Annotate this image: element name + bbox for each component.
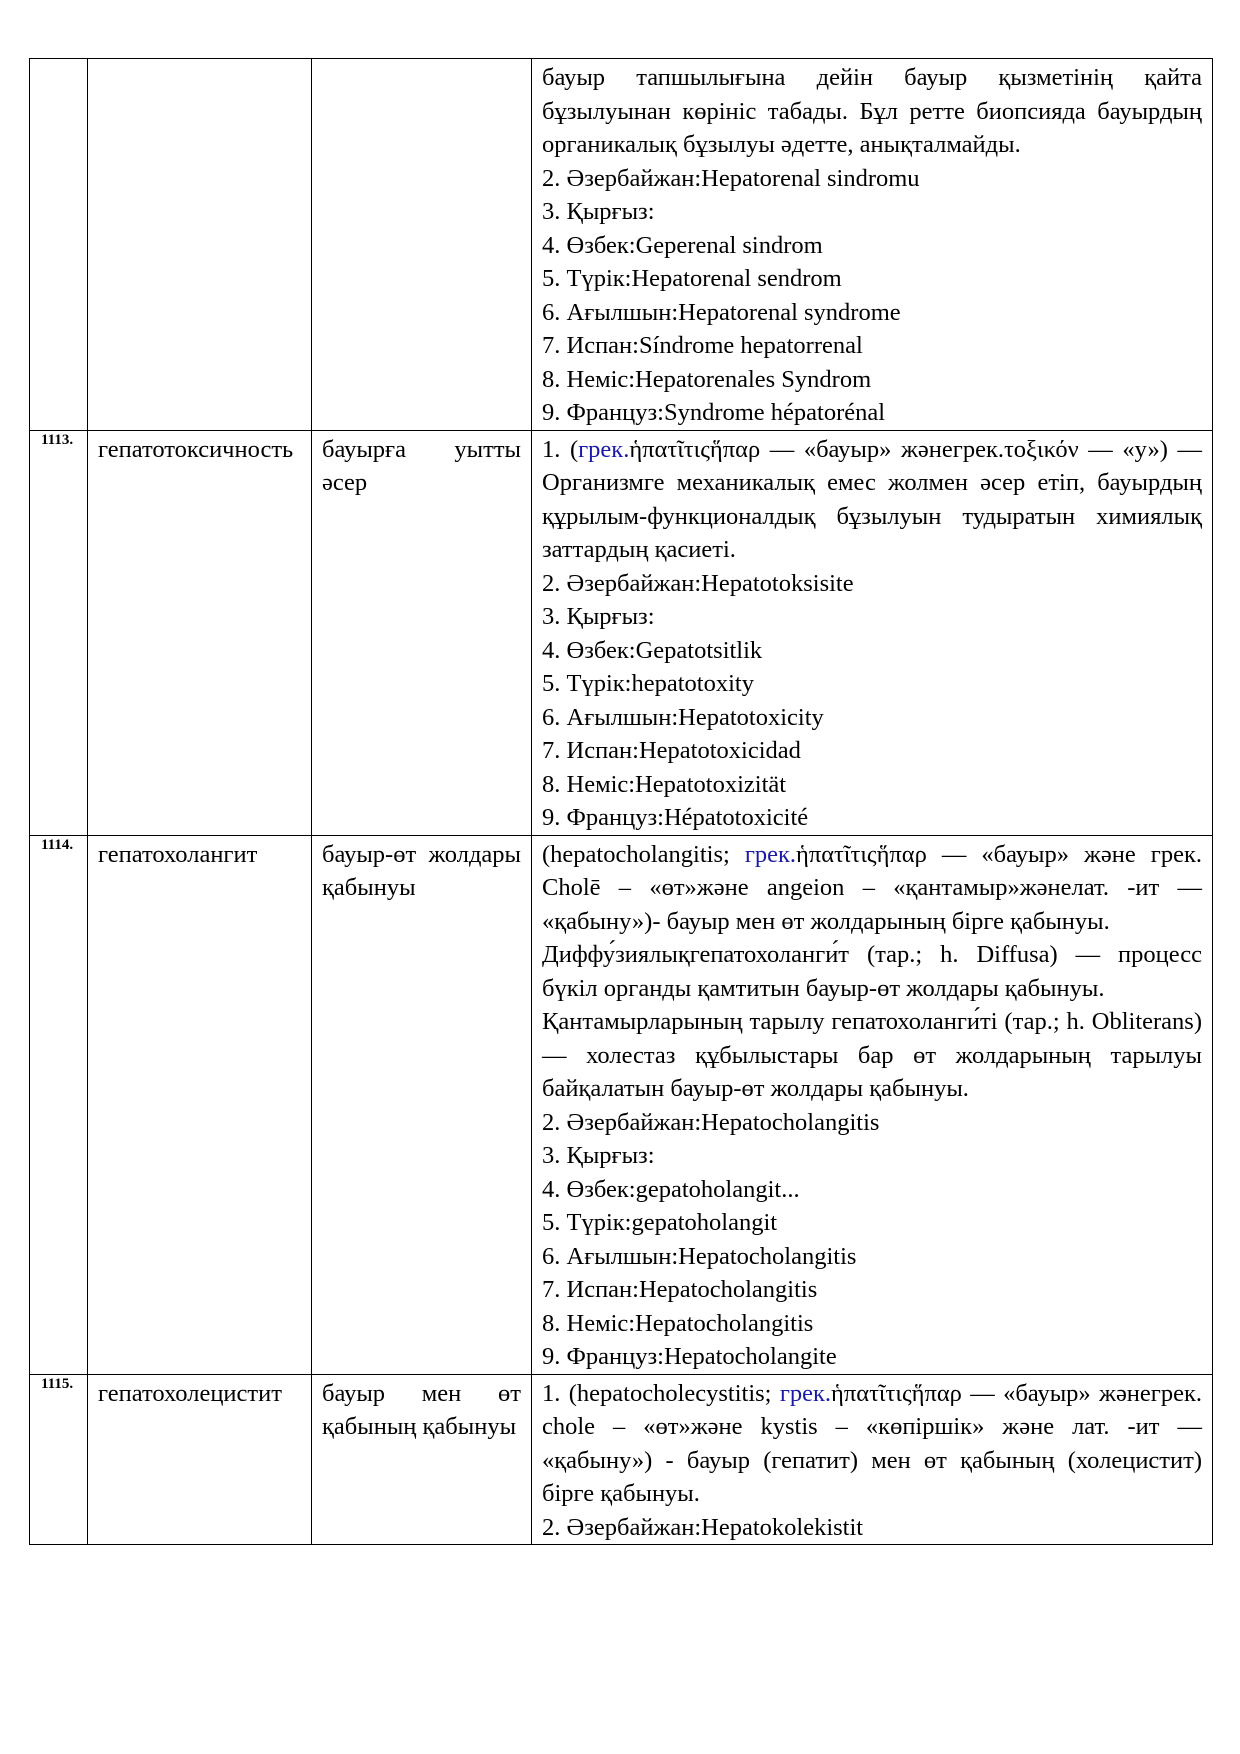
translation-line: 4. Өзбек:gepatoholangit... — [542, 1175, 800, 1203]
term-kazakh: бауырға уытты әсер — [312, 430, 532, 835]
entry-number: 1113. — [30, 430, 88, 835]
definition-extra: Қантамырларының тарылу гепатохоланги́ті (тар.; h. Obliterans) — холестаз құбылыстары бар өт жолдарының тарылуы байқалатын бауыр-өт жолдары қабынуы. — [542, 1008, 1202, 1102]
definition-lead: (hepatocholangitis; — [542, 840, 745, 868]
translation-line: 9. Француз:Hépatotoxicité — [542, 804, 809, 831]
definition-body: ἡπατῖτιςἥπαρ — «бауыр» жәнегрек.τοξικόν — «у») — Организмге механикалық емес жолмен әсер етіп, бауырдың құрылым-функционалдық бұзылуын тудыратын химиялық заттардың қасиеті. — [542, 435, 1202, 563]
table-row — [30, 1374, 1213, 1545]
entry-number: 1114. — [30, 835, 88, 1374]
translation-line: 5. Түрік:gepatoholangit — [542, 1209, 778, 1236]
definition-body: ἡπατῖτιςἥπαρ — «бауыр» жәнегрек. chole – «өт»және kystis – «көпіршік» және лат. -ит — «қабыну») - бауыр (гепатит) мен өт қабының (холецистит) бірге қабынуы. — [542, 1379, 1202, 1507]
greek-link[interactable]: грек. — [578, 435, 630, 463]
translation-line: 2. Әзербайжан:Hepatokolekistit — [542, 1513, 864, 1541]
translation-line: 2. Әзербайжан:Hepatorenal sindromu — [542, 164, 920, 192]
translation-line: 9. Француз:Hepatocholangite — [542, 1343, 837, 1370]
term-russian: гепатотоксичность — [88, 430, 312, 835]
definition-text — [542, 838, 1202, 939]
translation-line: 3. Қырғыз: — [542, 198, 655, 225]
translation-line: 7. Испан:Síndrome hepatorrenal — [542, 332, 863, 359]
definition-cell — [532, 1374, 1213, 1545]
term-russian — [88, 59, 312, 431]
term-russian: гепатохолецистит — [88, 1374, 312, 1545]
term-kazakh — [312, 59, 532, 431]
translation-line: 8. Неміс:Hepatocholangitis — [542, 1309, 814, 1337]
definition-text: бауыр тапшылығына дейін бауыр қызметінің қайта бұзылуынан көрініс табады. Бұл ретте биопсияда бауырдың органикалық бұзылуы әдетте, анықталмайды. — [542, 64, 1202, 158]
definition-text — [542, 433, 1202, 567]
definition-cell — [532, 430, 1213, 835]
definition-body: ἡπατῖτιςἥπαρ — «бауыр» және грек. Cholē – «өт»және angeion – «қантамыр»жәнелат. -ит — «қабыну»)- бауыр мен өт жолдарының бірге қабынуы. — [542, 840, 1202, 935]
translation-line: 5. Түрік:Hepatorenal sendrom — [542, 265, 842, 292]
translation-line: 8. Неміс:Hepatorenales Syndrom — [542, 365, 872, 393]
definition-extra: Диффу́зиялықгепатохоланги́т (тар.; h. Diffusa) — процесс бүкіл органды қамтитын бауыр-өт жолдары қабынуы. — [542, 941, 1202, 1002]
table-row — [30, 59, 1213, 431]
definition-text — [542, 1377, 1202, 1511]
translation-line: 8. Неміс:Hepatotoxizität — [542, 770, 787, 798]
translation-line: 4. Өзбек:Geperenal sindrom — [542, 231, 823, 259]
translation-line: 6. Ағылшын:Hepatorenal syndrome — [542, 298, 901, 326]
entry-number: 1115. — [30, 1374, 88, 1545]
definition-cell — [532, 59, 1213, 431]
term-kazakh: бауыр мен өт қабының қабынуы — [312, 1374, 532, 1545]
translation-line: 2. Әзербайжан:Hepatotoksisite — [542, 569, 854, 597]
translation-line: 6. Ағылшын:Hepatocholangitis — [542, 1242, 857, 1270]
greek-link[interactable]: грек. — [744, 840, 797, 868]
table-row — [30, 835, 1213, 1374]
entry-number — [30, 59, 88, 431]
definition-lead: 1. ( — [542, 435, 579, 463]
translation-line: 4. Өзбек:Gepatotsitlik — [542, 636, 763, 664]
translation-line: 9. Француз:Syndrome hépatorénal — [542, 399, 886, 426]
translation-line: 3. Қырғыз: — [542, 1142, 655, 1169]
table-row — [30, 430, 1213, 835]
definition-cell — [532, 835, 1213, 1374]
term-russian: гепатохолангит — [88, 835, 312, 1374]
translation-line: 7. Испан:Hepatocholangitis — [542, 1276, 818, 1303]
translation-line: 7. Испан:Hepatotoxicidad — [542, 737, 801, 764]
translation-line: 2. Әзербайжан:Hepatocholangitis — [542, 1108, 880, 1136]
greek-link[interactable]: грек. — [779, 1379, 832, 1407]
translation-line: 6. Ағылшын:Hepatotoxicity — [542, 703, 824, 731]
term-kazakh: бауыр-өт жолдары қабынуы — [312, 835, 532, 1374]
translation-line: 5. Түрік:hepatotoxity — [542, 670, 754, 697]
glossary-table — [29, 58, 1213, 1545]
translation-line: 3. Қырғыз: — [542, 603, 655, 630]
definition-lead: 1. (hepatocholecystitis; — [542, 1379, 780, 1407]
